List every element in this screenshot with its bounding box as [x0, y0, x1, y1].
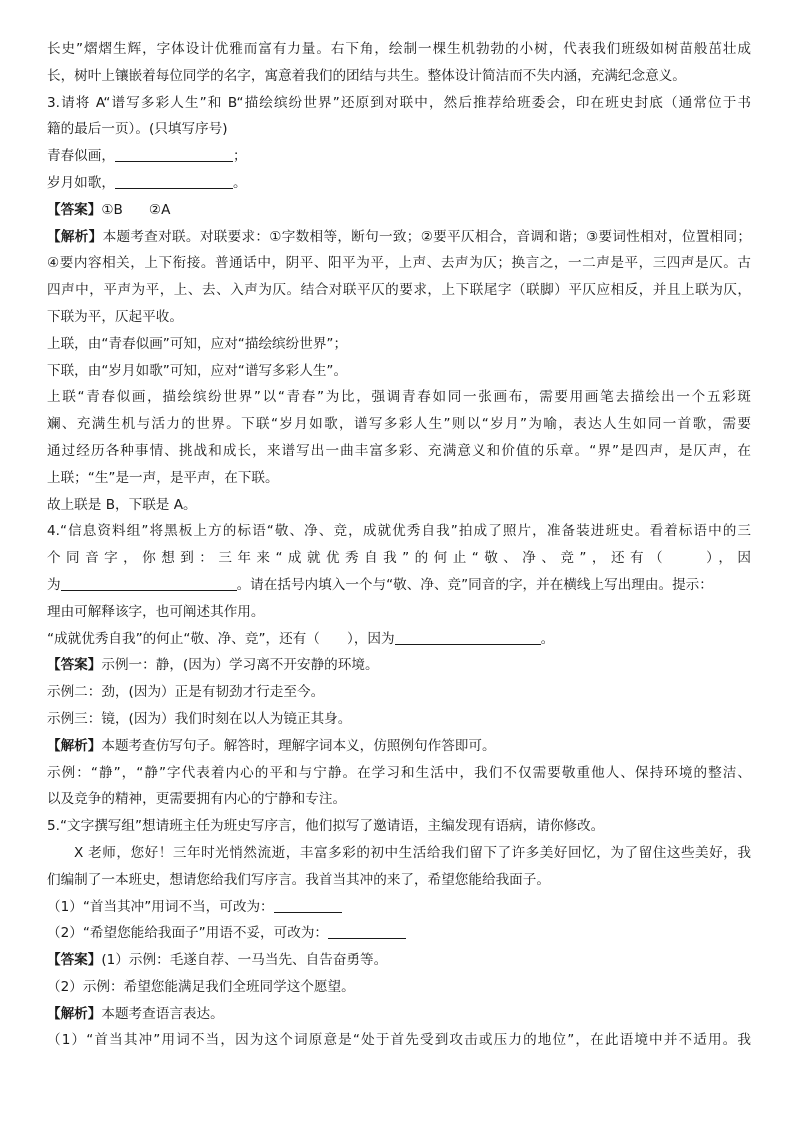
q4-stem-line: 理由可解释该字，也可阐述其作用。	[47, 603, 265, 620]
q4-analysis-line: 【解析】本题考查仿写句子。解答时，理解字词本义，仿照例句作答即可。	[47, 737, 496, 754]
q4-stem-line: 4.“信息资料组”将黑板上方的标语“敬、净、竞，成就优秀自我”拍成了照片，准备装进班史。看着标语中的三	[47, 523, 751, 540]
q3-analysis-line: 故上联是 B，下联是 A。	[47, 496, 197, 513]
q5-answer-line: 【答案】(1）示例：毛遂自荐、一马当先、自告奋勇等。	[47, 952, 388, 969]
q4-answer-line: 【答案】示例一：静，(因为）学习离不开安静的环境。	[47, 657, 379, 674]
q3-analysis-line: 上联，由“青春似画”可知，应对“描绘缤纷世界”；	[47, 335, 348, 352]
answer-tag: 【答案】	[47, 952, 102, 969]
q3-analysis-line: 斓、充满生机与活力的世界。下联“岁月如歌，谱写多彩人生”则以“岁月”为喻，表达人生如同一首歌，需要	[47, 416, 751, 433]
q5-analysis-line: 【解析】本题考查语言表达。	[47, 1005, 224, 1022]
q3-analysis-line: 上联；“生”是一声，是平声，在下联。	[47, 469, 279, 486]
q3-analysis-line: 下联为平，仄起平收。	[47, 308, 183, 325]
document-page	[47, 36, 751, 1054]
q3-couplet-line-2	[47, 170, 751, 197]
line-end-punct: 。	[232, 174, 247, 191]
answer-blank	[61, 576, 237, 591]
answer-item: ②A	[148, 201, 171, 218]
q3-stem-line: 籍的最后一页）。(只填写序号)	[47, 121, 228, 138]
q4-answer-line: 示例三：镜，(因为）我们时刻在以人为镜正其身。	[47, 710, 352, 727]
couplet-text: 岁月如歌，	[47, 174, 115, 191]
q5-sub-question-2: （2）“希望您能给我面子”用语不妥，可改为：	[47, 920, 751, 947]
answer-blank	[395, 630, 541, 645]
q4-analysis-line: 示例：“静”，“静”字代表着内心的平和与宁静。在学习和生活中，我们不仅需要敬重他人、保持环境的整洁、	[47, 764, 751, 781]
analysis-tag: 【解析】	[47, 228, 103, 245]
q3-analysis-line: 【解析】本题考查对联。对联要求：①字数相等，断句一致；②要平仄相合，音调和谐；③要词性相对，位置相同；	[47, 228, 751, 245]
analysis-tag: 【解析】	[47, 737, 102, 754]
answer-tag: 【答案】	[47, 201, 102, 218]
q3-analysis-line: 四声中，平声为平，上、去、入声为仄。结合对联平仄的要求，上下联尾字（联脚）平仄应相反，并且上联为仄，	[47, 282, 751, 299]
q3-analysis-line: 下联，由“岁月如歌”可知，应对“谱写多彩人生”。	[47, 362, 348, 379]
q5-sub-question-1: （1）“首当其冲”用词不当，可改为：	[47, 894, 751, 921]
answer-blank	[115, 147, 233, 162]
answer-tag: 【答案】	[47, 657, 102, 674]
q3-answer	[47, 197, 751, 224]
q3-analysis-line: 上联“青春似画，描绘缤纷世界”以“青春”为比，强调青春如同一张画布，需要用画笔去描绘出一个五彩斑	[47, 389, 751, 406]
q4-analysis-line: 以及竞争的精神，更需要拥有内心的宁静和专注。	[47, 791, 347, 808]
line-end-punct: ；	[232, 148, 247, 165]
analysis-tag: 【解析】	[47, 1005, 102, 1022]
answer-blank	[328, 924, 406, 939]
q5-letter-line: X 老师，您好！三年时光悄然流逝，丰富多彩的初中生活给我们留下了许多美好回忆，为了留住这些美好，我	[74, 844, 751, 861]
q5-analysis-line: （1）“首当其冲”用词不当，因为这个词原意是“处于首先受到攻击或压力的地位”，在此语境中并不适用。我	[47, 1032, 751, 1049]
q4-stem-line: 为 。请在括号内填入一个与“敬、净、竞”同音的字，并在横线上写出理由。提示：	[47, 576, 713, 593]
answer-item: ①B	[101, 201, 123, 218]
couplet-text: 青春似画，	[47, 148, 115, 165]
q5-letter-line: 们编制了一本班史，想请您给我们写序言。我首当其冲的来了，希望您能给我面子。	[47, 871, 550, 888]
q4-fill-line: “成就优秀自我”的何止“敬、净、竞”，还有（ ），因为 。	[47, 630, 555, 647]
text-line: 长，树叶上镶嵌着每位同学的名字，寓意着我们的团结与共生。整体设计简洁而不失内涵，充满纪念意义。	[47, 67, 686, 84]
q3-couplet-line-1	[47, 143, 751, 170]
answer-blank	[274, 898, 342, 913]
q3-analysis-line: ④要内容相关，上下衔接。普通话中，阴平、阳平为平，上声、去声为仄；换言之，一二声是平，三四声是仄。古	[47, 255, 751, 272]
q3-analysis-line: 通过经历各种事情、挑战和成长，来谱写出一曲丰富多彩、充满意义和价值的乐章。“界”是四声，是仄声，在	[47, 442, 751, 459]
q5-stem-line: 5.“文字撰写组”想请班主任为班史写序言，他们拟写了邀请语，主编发现有语病，请你修改。	[47, 818, 605, 835]
text-line: 长史”熠熠生辉，字体设计优雅而富有力量。右下角，绘制一棵生机勃勃的小树，代表我们班级如树苗般茁壮成	[47, 41, 751, 57]
q4-answer-line: 示例二：劲，(因为）正是有韧劲才行走至今。	[47, 684, 325, 701]
q3-stem-line: 3.请将 A“谱写多彩人生”和 B“描绘缤纷世界”还原到对联中，然后推荐给班委会，印在班史封底（通常位于书	[47, 94, 751, 111]
q5-answer-line: （2）示例：希望您能满足我们全班同学这个愿望。	[47, 978, 355, 995]
q4-stem-line: 个同音字，你想到：三年来“成就优秀自我”的何止“敬、净、竞”，还有（ ），因	[47, 550, 751, 567]
answer-blank	[115, 174, 233, 189]
